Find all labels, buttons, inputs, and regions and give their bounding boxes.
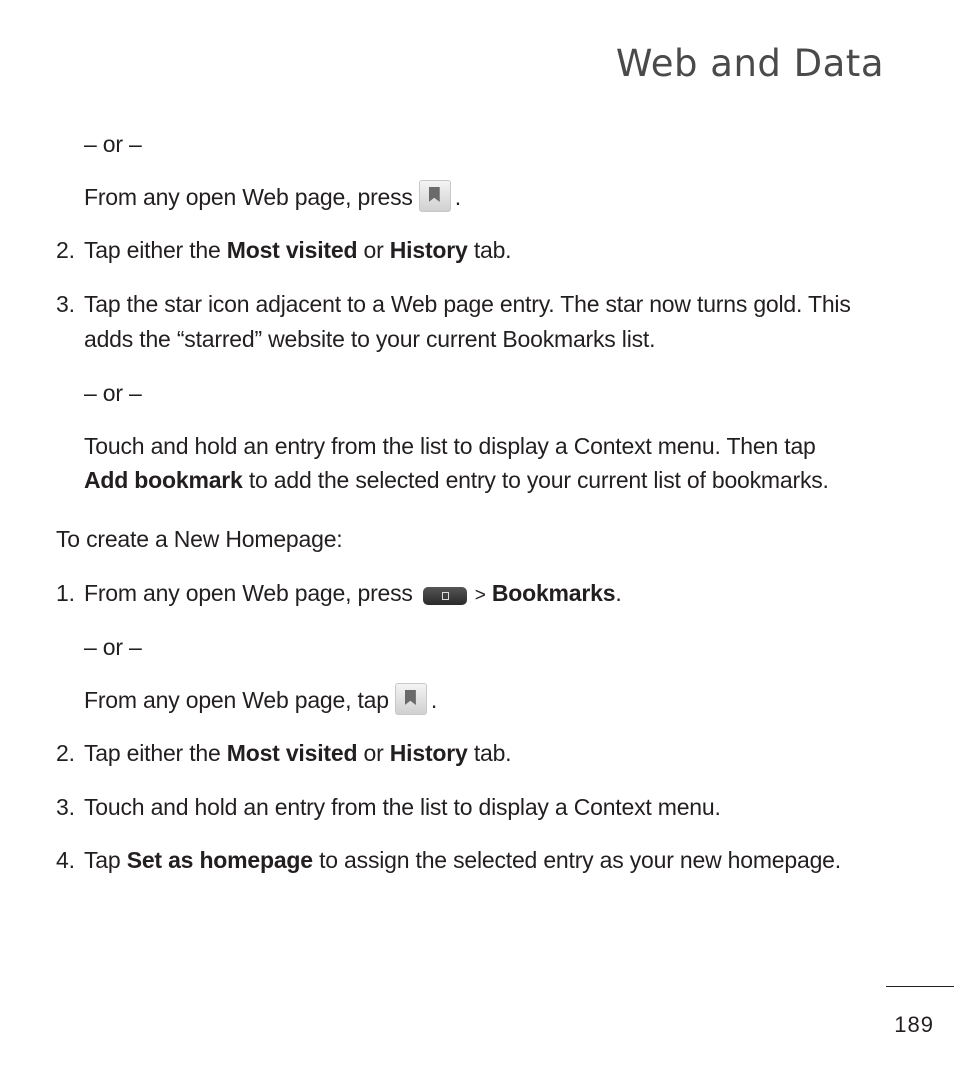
period: . xyxy=(454,184,461,210)
step-text: Tap either the Most visited or History tab. xyxy=(84,237,512,263)
step-number: 3. xyxy=(56,291,75,317)
period: . xyxy=(430,687,438,713)
step-number: 2. xyxy=(56,740,75,766)
most-visited-label: Most visited xyxy=(226,237,358,263)
menu-key-icon xyxy=(423,587,467,605)
or-separator: – or – xyxy=(84,380,142,406)
step-3-star-continued: adds the “starred” website to your current Bookmarks list. xyxy=(84,326,656,352)
step-number: 2. xyxy=(56,237,75,263)
from-any-page-press-line xyxy=(84,180,461,214)
step-text: Touch and hold an entry from the list to display a Context menu. xyxy=(84,794,721,820)
set-as-homepage-label: Set as homepage xyxy=(126,847,313,873)
from-any-page-tap-line xyxy=(84,683,437,717)
step-text: From any open Web page, press > Bookmarks. xyxy=(84,580,622,606)
step-number: 4. xyxy=(56,847,75,873)
step-text: Tap either the Most visited or History tab. xyxy=(84,740,512,766)
instruction-text: From any open Web page, tap xyxy=(84,687,389,713)
section-heading: To create a New Homepage: xyxy=(56,526,343,552)
step-number: 1. xyxy=(56,580,75,606)
or-separator: – or – xyxy=(84,131,142,157)
touch-hold-line-1: Touch and hold an entry from the list to display a Context menu. Then tap xyxy=(84,433,816,459)
page-number: 189 xyxy=(894,1012,934,1037)
most-visited-label: Most visited xyxy=(226,740,358,766)
bookmark-icon xyxy=(395,683,427,715)
history-label: History xyxy=(389,740,468,766)
or-separator: – or – xyxy=(84,634,142,660)
page-title: Web and Data xyxy=(615,42,884,85)
add-bookmark-label: Add bookmark xyxy=(84,467,243,493)
step-text: Tap Set as homepage to assign the selected entry as your new homepage. xyxy=(84,847,841,873)
step-number: 3. xyxy=(56,794,75,820)
history-label: History xyxy=(389,237,468,263)
bookmark-icon xyxy=(419,180,451,212)
step-text: Tap the star icon adjacent to a Web page entry. The star now turns gold. This xyxy=(84,291,851,317)
footer-rule xyxy=(886,986,954,987)
bookmarks-label: Bookmarks xyxy=(491,580,616,606)
touch-hold-line-2: Add bookmark to add the selected entry to your current list of bookmarks. xyxy=(84,467,829,493)
instruction-text: From any open Web page, press xyxy=(84,184,413,210)
